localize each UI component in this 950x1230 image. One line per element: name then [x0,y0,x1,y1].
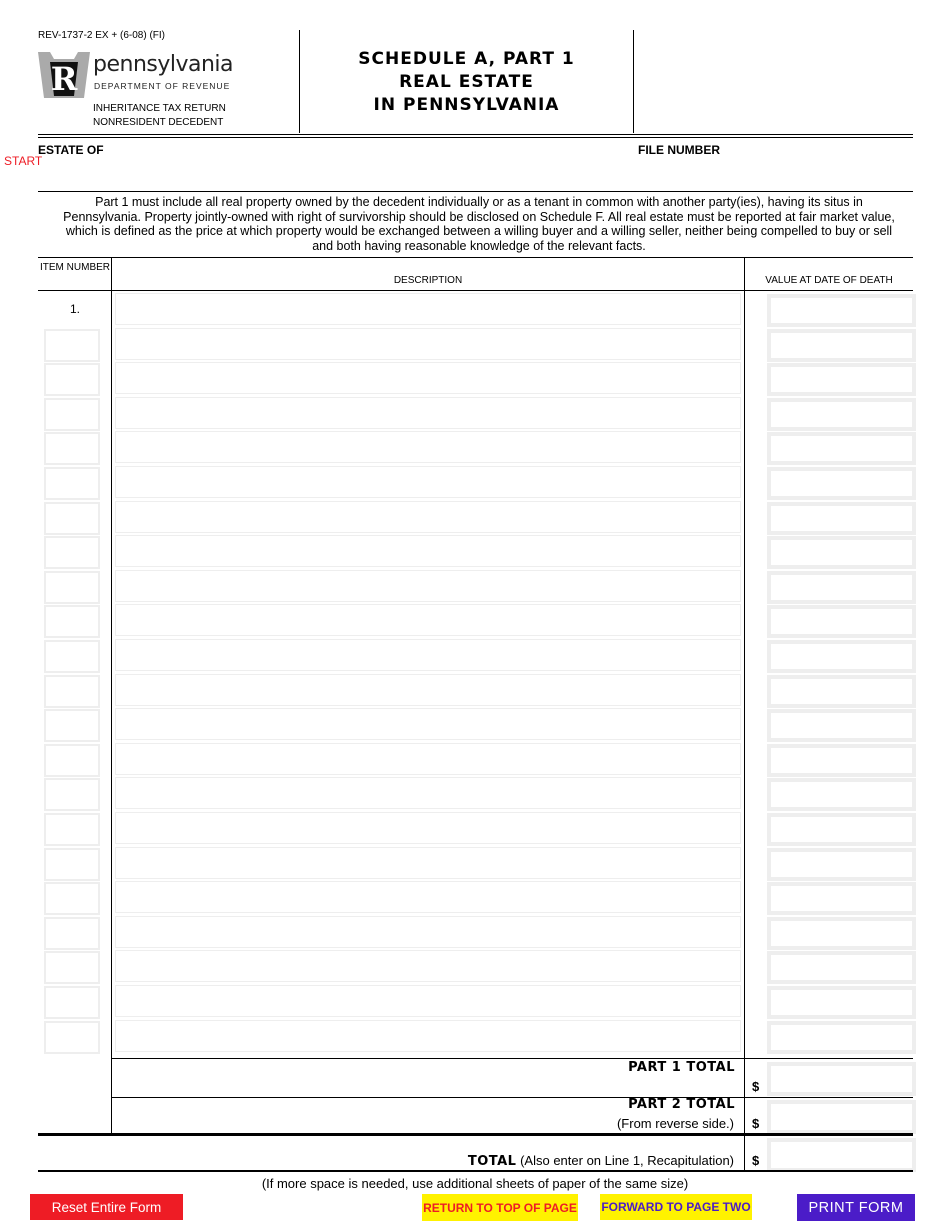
total-label: TOTAL [467,1154,517,1169]
item-number-input[interactable] [44,640,100,673]
value-input[interactable] [767,917,916,950]
more-space-note: (If more space is needed, use additional sheets of paper of the same size) [261,1176,689,1191]
part1-total-label: PART 1 TOTAL [628,1060,735,1075]
item-number-1: 1. [69,302,80,316]
description-input[interactable] [115,639,741,671]
title-line-3: IN PENNSYLVANIA [373,95,560,115]
item-number-input[interactable] [44,571,100,604]
return-type-1: INHERITANCE TAX RETURN [93,103,226,114]
item-number-input[interactable] [44,675,100,708]
svg-text:R: R [50,60,78,98]
value-input[interactable] [767,294,916,327]
estate-of-input[interactable] [110,142,614,184]
estate-of-label: ESTATE OF [38,143,104,157]
value-input[interactable] [767,1021,916,1054]
description-input[interactable] [115,293,741,325]
return-type-2: NONRESIDENT DECEDENT [93,117,224,128]
description-input[interactable] [115,777,741,809]
forward-page-two-button[interactable]: FORWARD TO PAGE TWO [600,1194,752,1220]
grand-total-row [300,1153,734,1169]
value-input[interactable] [767,363,916,396]
description-input[interactable] [115,916,741,948]
page-title [300,48,633,117]
value-input[interactable] [767,467,916,500]
description-input[interactable] [115,743,741,775]
description-input[interactable] [115,847,741,879]
value-input[interactable] [767,502,916,535]
item-number-input[interactable] [44,882,100,915]
value-input[interactable] [767,605,916,638]
form-id: REV-1737-2 EX + (6-08) (FI) [38,30,165,41]
description-input[interactable] [115,604,741,636]
description-input[interactable] [115,362,741,394]
logo-dept: DEPARTMENT OF REVENUE [94,81,231,91]
value-input[interactable] [767,813,916,846]
value-input[interactable] [767,848,916,881]
description-input[interactable] [115,466,741,498]
description-input[interactable] [115,881,741,913]
description-input[interactable] [115,397,741,429]
value-input[interactable] [767,675,916,708]
description-input[interactable] [115,812,741,844]
currency-sign: $ [752,1153,760,1168]
item-number-input[interactable] [44,467,100,500]
description-input[interactable] [115,708,741,740]
value-input[interactable] [767,778,916,811]
description-input[interactable] [115,674,741,706]
item-number-input[interactable] [44,536,100,569]
description-input[interactable] [115,328,741,360]
pa-revenue-logo [38,50,238,100]
value-input[interactable] [767,432,916,465]
part2-total-input[interactable] [767,1100,916,1134]
part1-total-input[interactable] [767,1062,916,1096]
keystone-logo-icon [38,50,90,100]
item-number-input[interactable] [44,951,100,984]
part2-note: (From reverse side.) [616,1116,734,1131]
instructions-text: Part 1 must include all real property owned by the decedent individually or as a tenant in common with another party(ies), having its situs in Pennsylvania. Property jointly-owned with right of survivorship should be disclosed on Schedule F. All real estate must be reported at fair market value, which is defined as the price at which property would be exchanged between a willing buyer and a willing seller, neither being compelled to buy or sell and both having reasonable knowledge of the relevant facts. [63,195,895,253]
col-header-item-number: ITEM NUMBER [40,262,110,273]
description-input[interactable] [115,431,741,463]
description-input[interactable] [115,570,741,602]
item-number-input[interactable] [44,744,100,777]
value-input[interactable] [767,398,916,431]
item-number-input[interactable] [44,848,100,881]
item-number-input[interactable] [44,432,100,465]
col-header-value: VALUE AT DATE OF DEATH [765,275,893,286]
item-number-input[interactable] [44,398,100,431]
grand-total-input[interactable] [767,1138,916,1172]
file-number-label: FILE NUMBER [638,143,720,157]
item-number-input[interactable] [44,986,100,1019]
item-number-input[interactable] [44,917,100,950]
description-input[interactable] [115,501,741,533]
currency-sign: $ [752,1116,760,1131]
value-input[interactable] [767,709,916,742]
value-input[interactable] [767,951,916,984]
item-number-input[interactable] [44,1021,100,1054]
file-number-input[interactable] [638,158,912,188]
value-input[interactable] [767,986,916,1019]
value-input[interactable] [767,882,916,915]
item-number-input[interactable] [44,363,100,396]
value-input[interactable] [767,536,916,569]
currency-sign: $ [752,1079,760,1094]
return-to-top-button[interactable]: RETURN TO TOP OF PAGE [422,1194,578,1221]
description-input[interactable] [115,1020,741,1052]
description-input[interactable] [115,535,741,567]
value-input[interactable] [767,329,916,362]
total-note: (Also enter on Line 1, Recapitulation) [520,1153,734,1168]
item-number-input[interactable] [44,502,100,535]
item-number-input[interactable] [44,329,100,362]
item-number-input[interactable] [44,778,100,811]
col-header-description: DESCRIPTION [393,275,463,286]
reset-form-button[interactable]: Reset Entire Form [30,1194,183,1220]
title-line-2: REAL ESTATE [399,72,534,92]
description-input[interactable] [115,950,741,982]
logo-name: pennsylvania [93,52,234,77]
part2-total-label: PART 2 TOTAL [628,1097,735,1112]
item-number-input[interactable] [44,709,100,742]
description-input[interactable] [115,985,741,1017]
value-input[interactable] [767,571,916,604]
title-line-1: SCHEDULE A, PART 1 [358,49,575,69]
item-number-input[interactable] [44,605,100,638]
value-input[interactable] [767,744,916,777]
start-marker: START [4,154,43,168]
item-number-input[interactable] [44,813,100,846]
value-input[interactable] [767,640,916,673]
print-form-button[interactable]: PRINT FORM [797,1194,915,1221]
